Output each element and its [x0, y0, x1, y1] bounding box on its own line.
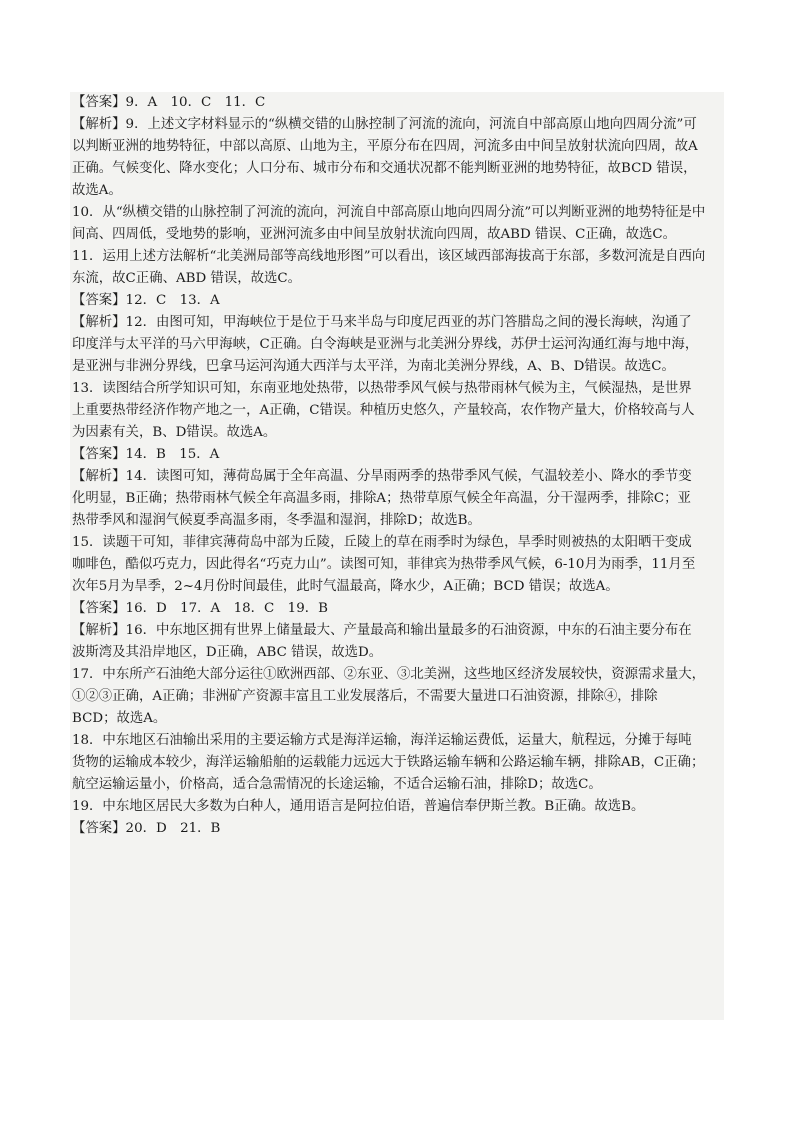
- analysis-line: 上重要热带经济作物产地之一，A正确，C错误。种植历史悠久，产量较高，农作物产量大，价格较高与人: [72, 403, 695, 418]
- analysis-line: 17．中东所产石油绝大部分运往①欧洲西部、②东亚、③北美洲，这些地区经济发展较快，资源需求量大，: [72, 667, 706, 682]
- analysis-line: ①②③正确，A正确；非洲矿产资源丰富且工业发展落后，不需要大量进口石油资源，排除④，排除: [72, 689, 658, 704]
- answer-line-20-21: 【答案】20．D 21．B: [72, 821, 221, 836]
- answer-line-9-11: 【答案】9．A 10．C 11．C: [72, 95, 266, 110]
- analysis-line: 11．运用上述方法解析“北美洲局部等高线地形图”可以看出，该区域西部海拔高于东部，多数河流是自西向: [72, 249, 706, 264]
- analysis-line: 为因素有关，B、D错误。故选A。: [72, 425, 277, 440]
- analysis-line: 19．中东地区居民大多数为白种人，通用语言是阿拉伯语，普遍信奉伊斯兰教。B正确。故选B。: [72, 799, 645, 814]
- analysis-line: 次年5月为旱季，2~4月份时间最佳，此时气温最高，降水少，A正确；BCD 错误；故选A。: [72, 579, 619, 594]
- analysis-line: 以判断亚洲的地势特征，中部以高原、山地为主，平原分布在四周，河流多由中间呈放射状流向四周，故A: [72, 139, 698, 154]
- analysis-line: 【解析】9．上述文字材料显示的“纵横交错的山脉控制了河流的流向，河流自中部高原山地向四周分流”可: [72, 117, 697, 132]
- analysis-line: 正确。气候变化、降水变化；人口分布、城市分布和交通状况都不能判断亚洲的地势特征，故BCD 错误，: [72, 161, 697, 176]
- analysis-line: 10．从“纵横交错的山脉控制了河流的流向，河流自中部高原山地向四周分流”可以判断亚洲的地势特征是中: [72, 205, 706, 220]
- analysis-line: 航空运输运量小，价格高，适合急需情况的长途运输，不适合运输石油，排除D；故选C。: [72, 777, 602, 792]
- answer-explanation-section: [70, 92, 724, 840]
- analysis-line: 印度洋与太平洋的马六甲海峡，C正确。白令海峡是亚洲与北美洲分界线，苏伊士运河沟通红海与地中海，: [72, 337, 699, 352]
- analysis-line: 波斯湾及其沿岸地区，D正确，ABC 错误，故选D。: [72, 645, 383, 660]
- analysis-line: 热带季风和湿润气候夏季高温多雨，冬季温和湿润，排除D；故选B。: [72, 513, 481, 528]
- answer-line-16-19: 【答案】16．D 17．A 18．C 19．B: [72, 601, 328, 616]
- answer-line-12-13: 【答案】12．C 13．A: [72, 293, 220, 308]
- analysis-line: 【解析】12．由图可知，甲海峡位于是位于马来半岛与印度尼西亚的苏门答腊岛之间的漫长海峡，沟通了: [72, 315, 692, 330]
- analysis-line: 咖啡色，酷似巧克力，因此得名“巧克力山”。读图可知，菲律宾为热带季风气候，6-10月为雨季，11月至: [72, 557, 696, 572]
- analysis-line: 【解析】14．读图可知，薄荷岛属于全年高温、分旱雨两季的热带季风气候，气温较差小、降水的季节变: [72, 469, 692, 484]
- analysis-line: 化明显，B正确；热带雨林气候全年高温多雨，排除A；热带草原气候全年高温，分干湿两季，排除C；亚: [72, 491, 691, 506]
- analysis-line: 15．读题干可知，菲律宾薄荷岛中部为丘陵，丘陵上的草在雨季时为绿色，旱季时则被热的太阳晒干变成: [72, 535, 692, 550]
- analysis-line: 13．读图结合所学知识可知，东南亚地处热带，以热带季风气候与热带雨林气候为主，气候湿热，是世界: [72, 381, 692, 396]
- analysis-line: 【解析】16．中东地区拥有世界上储量最大、产量最高和输出量最多的石油资源，中东的石油主要分布在: [72, 623, 692, 638]
- analysis-line: 是亚洲与非洲分界线，巴拿马运河沟通大西洋与太平洋，为南北美洲分界线，A、B、D错误。故选C。: [72, 359, 675, 374]
- analysis-line: 货物的运输成本较少，海洋运输船舶的运载能力远远大于铁路运输车辆和公路运输车辆，排除AB，C正确；: [72, 755, 705, 770]
- analysis-line: 东流，故C正确、ABD 错误，故选C。: [72, 271, 302, 286]
- analysis-line: BCD；故选A。: [72, 711, 167, 726]
- analysis-line: 故选A。: [72, 183, 122, 198]
- analysis-line: 间高、四周低，受地势的影响，亚洲河流多由中间呈放射状流向四周，故ABD 错误、C正确，故选C。: [72, 227, 677, 242]
- analysis-line: 18．中东地区石油输出采用的主要运输方式是海洋运输，海洋运输运费低，运量大，航程远，分摊于每吨: [72, 733, 692, 748]
- answer-line-14-15: 【答案】14．B 15．A: [72, 447, 220, 462]
